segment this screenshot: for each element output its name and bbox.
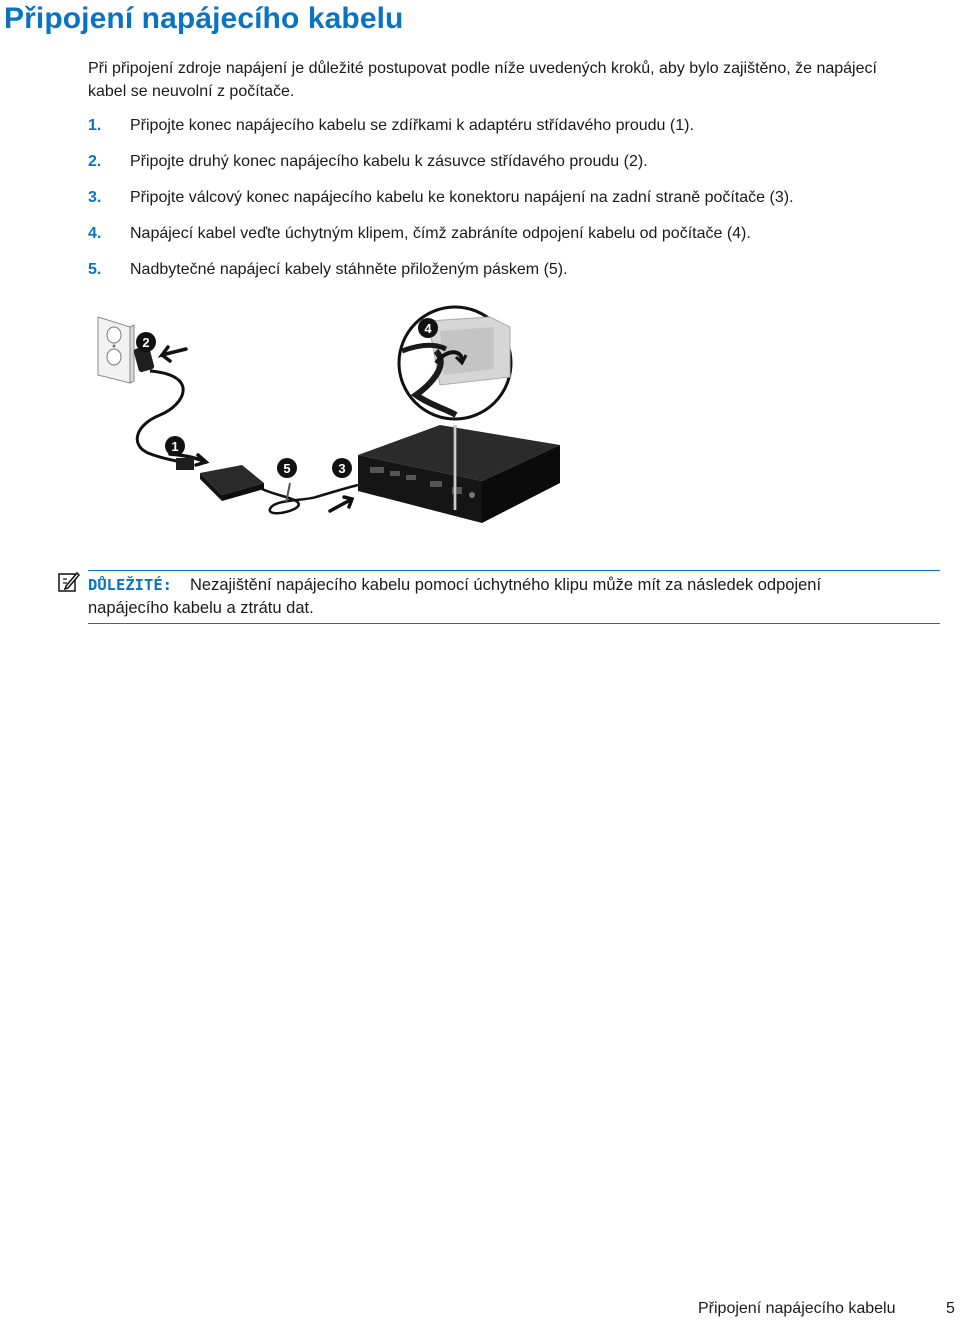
callout-badge xyxy=(277,458,297,478)
important-note xyxy=(88,570,940,624)
svg-text:1: 1 xyxy=(171,439,179,454)
callout-badge xyxy=(418,318,438,338)
footer-section-title: Připojení napájecího kabelu xyxy=(698,1300,896,1317)
svg-text:5: 5 xyxy=(283,461,291,476)
step-text: Připojte druhý konec napájecího kabelu k zásuvce střídavého proudu (2). xyxy=(130,153,648,170)
wall-outlet-icon xyxy=(98,317,134,383)
callout-badge xyxy=(332,458,352,478)
step-item xyxy=(88,186,948,222)
arrow-icon xyxy=(162,347,186,361)
step-number: 2. xyxy=(88,153,102,170)
page-title: Připojení napájecího kabelu xyxy=(4,2,404,35)
footer-page-number: 5 xyxy=(946,1300,955,1317)
step-text: Nadbytečné napájecí kabely stáhněte přiloženým páskem (5). xyxy=(130,261,568,278)
step-number: 5. xyxy=(88,261,102,278)
desktop-computer-icon xyxy=(358,425,560,523)
step-item xyxy=(88,258,948,294)
step-item xyxy=(88,150,948,186)
important-pencil-icon xyxy=(58,571,80,593)
arrow-icon xyxy=(330,497,352,511)
steps-list xyxy=(88,114,948,294)
svg-text:2: 2 xyxy=(142,335,150,350)
note-label: DŮLEŽITÉ: xyxy=(88,576,172,594)
ac-adapter-icon xyxy=(200,465,264,501)
note-text: Nezajištění napájecího kabelu pomocí úchytného klipu může mít za následek odpojení napájecího kabelu a ztrátu dat. xyxy=(88,576,822,617)
power-cable-illustration xyxy=(90,305,590,535)
step-number: 1. xyxy=(88,117,102,134)
svg-text:4: 4 xyxy=(424,321,432,336)
step-text: Připojte konec napájecího kabelu se zdířkami k adaptéru střídavého proudu (1). xyxy=(130,117,694,134)
step-item xyxy=(88,222,948,258)
svg-text:3: 3 xyxy=(338,461,346,476)
step-number: 3. xyxy=(88,189,102,206)
callout-badge xyxy=(136,332,156,352)
step-item xyxy=(88,114,948,150)
note-body xyxy=(88,574,888,620)
step-text: Připojte válcový konec napájecího kabelu ke konektoru napájení na zadní straně počítače (3). xyxy=(130,189,794,206)
step-text: Napájecí kabel veďte úchytným klipem, čímž zabráníte odpojení kabelu od počítače (4). xyxy=(130,225,751,242)
dc-cable xyxy=(262,485,358,513)
adapter-plug-icon xyxy=(176,458,194,470)
cable-clip-zoom-inset xyxy=(399,307,511,419)
callout-badge xyxy=(165,436,185,456)
intro-paragraph: Při připojení zdroje napájení je důležité postupovat podle níže uvedených kroků, aby bylo zajištěno, že napájecí kabel se neuvolní z počítače. xyxy=(88,60,877,100)
step-number: 4. xyxy=(88,225,102,242)
